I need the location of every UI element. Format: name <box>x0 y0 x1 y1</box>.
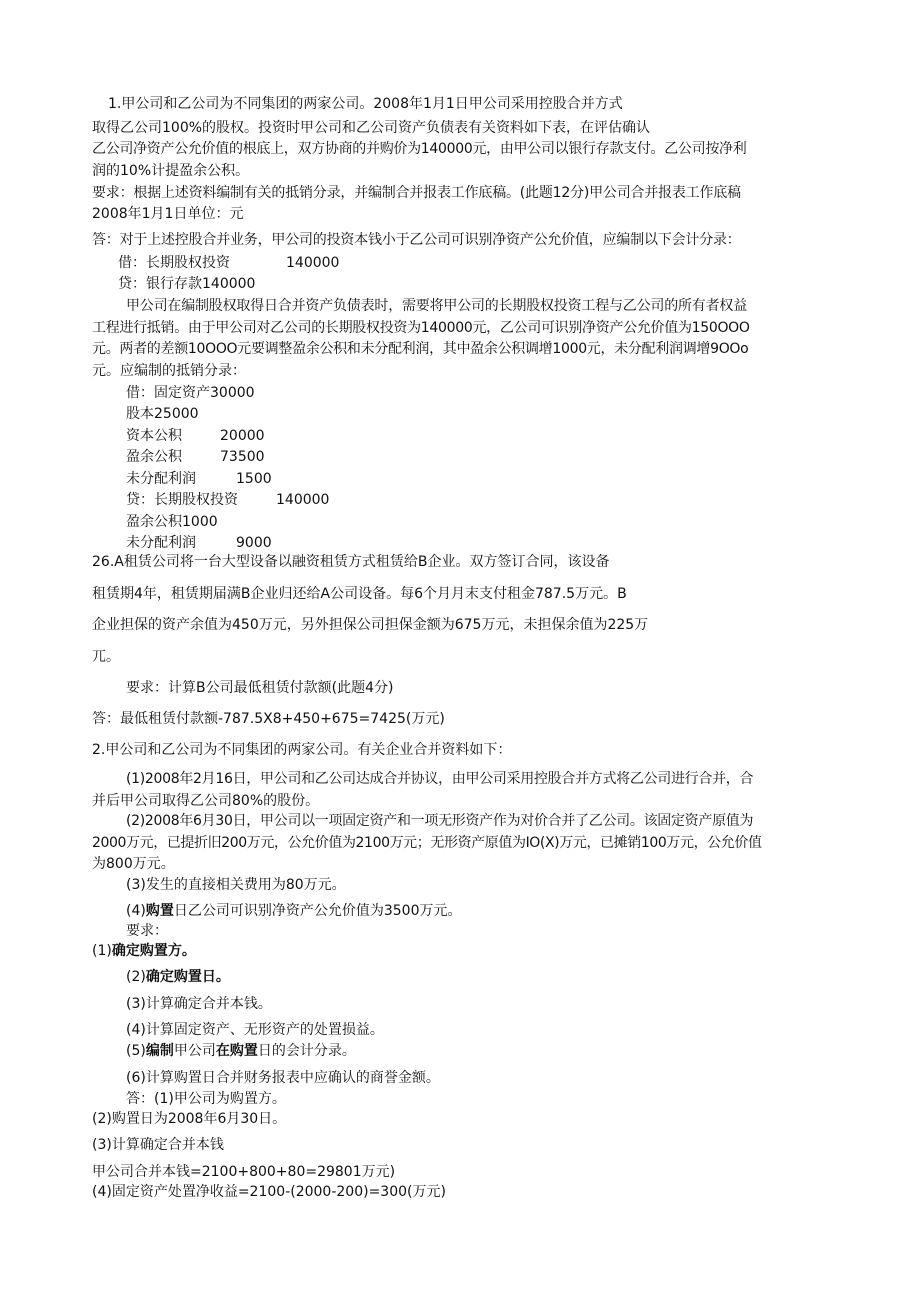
q26-answer: 答：最低租赁付款额-787.5X8+450+675=7425(万元) <box>92 711 445 727</box>
q2-answer-3b: 甲公司合并本钱=2100+800+80=29801万元) <box>92 1164 396 1180</box>
text-run-bold: 确定购置日。 <box>145 969 230 985</box>
q2-req-3: (3)计算确定合并本钱。 <box>126 996 272 1012</box>
q1-elim-7: 盈余公积1000 <box>126 514 218 530</box>
q1-elim-6 <box>126 491 329 509</box>
q1-elim-4 <box>126 448 265 466</box>
q26-line-4: 兀。 <box>92 649 120 665</box>
entry-label: 未分配利润 <box>126 535 196 551</box>
q1-para-line-3: 元。两者的差额10OOO元要调整盈余公积和未分配利润，其中盈余公积调增1000元，未分配利润调增9OOo <box>92 341 749 357</box>
q2-answer-1: 答：(1)甲公司为购置方。 <box>126 1091 286 1107</box>
q1-elim-3 <box>126 427 265 445</box>
q1-elim-1: 借：固定资产30000 <box>126 385 255 401</box>
entry-label: 资本公积 <box>126 428 182 444</box>
q1-para-line-1: 甲公司在编制股权取得日合并资产负债表时，需要将甲公司的长期股权投资工程与乙公司的所有者权益 <box>126 298 747 314</box>
q2-answer-3: (3)计算确定合并本钱 <box>92 1137 224 1153</box>
q2-req-6: (6)计算购置日合并财务报表中应确认的商誉金额。 <box>126 1070 440 1086</box>
text-run: (5) <box>126 1043 146 1059</box>
q2-answer-4: (4)固定资产处置净收益=2100-(2000-200)=300(万元) <box>92 1184 446 1200</box>
entry-label: 借：长期股权投资 <box>118 255 230 271</box>
q2-cond-1b: 并后甲公司取得乙公司80%的股份。 <box>92 793 320 809</box>
q1-elim-5 <box>126 470 272 488</box>
q1-entry-debit <box>118 254 339 272</box>
text-run-bold: 编制 <box>145 1043 174 1059</box>
text-run: 日乙公司可识别净资产公允价值为3500万元。 <box>173 903 462 919</box>
q2-cond-1a: (1)2008年2月16日，甲公司和乙公司达成合并协议，由甲公司采用控股合并方式将乙公司进行合并，合 <box>126 771 754 787</box>
text-run: (4) <box>126 903 146 919</box>
q1-answer-intro: 答：对于上述控股合并业务，甲公司的投资本钱小于乙公司可识别净资产公允价值，应编制以下会计分录： <box>92 232 741 248</box>
q2-req-5 <box>126 1042 356 1060</box>
q26-requirement: 要求：计算B公司最低租赁付款额(此题4分) <box>126 680 394 696</box>
text-run-bold: 在购置 <box>215 1043 258 1059</box>
entry-label: 未分配利润 <box>126 471 196 487</box>
entry-amount: 1500 <box>236 471 272 487</box>
q2-requirement-label: 要求： <box>126 923 168 939</box>
q1-line-4: 润的10%计提盈余公积。 <box>92 163 250 179</box>
text-run: 甲公司 <box>173 1043 216 1059</box>
q2-cond-2c: 为800万元。 <box>92 856 175 872</box>
entry-label: 贷：长期股权投资 <box>126 492 238 508</box>
q2-req-1 <box>92 942 196 960</box>
entry-amount: 140000 <box>286 255 340 271</box>
q26-line-1: 26.A租赁公司将一台大型设备以融资租赁方式租赁给B企业。双方签订合同，该设备 <box>92 554 610 570</box>
q2-cond-2a: (2)2008年6月30日，甲公司以一项固定资产和一项无形资产作为对价合并了乙公司。该固定资产原值为 <box>126 813 754 829</box>
q1-para-line-2: 工程进行抵销。由于甲公司对乙公司的长期股权投资为140000元，乙公司可识别净资产公允价值为150OOO <box>92 320 750 336</box>
q2-cond-3: (3)发生的直接相关费用为80万元。 <box>126 877 346 893</box>
q2-cond-4 <box>126 902 461 920</box>
text-run: (1) <box>92 943 112 959</box>
q2-req-4: (4)计算固定资产、无形资产的处置损益。 <box>126 1022 384 1038</box>
q1-requirement: 要求：根据上述资料编制有关的抵销分录，并编制合并报表工作底稿。(此题12分)甲公司合并报表工作底稿 <box>92 185 741 201</box>
text-run-bold: 购置 <box>145 903 174 919</box>
entry-amount: 20000 <box>220 428 265 444</box>
q2-cond-2b: 2000万元，已提折旧200万元，公允价值为2100万元；无形资产原值为IO(X)万元，已摊销100万元，公允价值 <box>92 835 762 851</box>
q2-answer-2: (2)购置日为2008年6月30日。 <box>92 1111 287 1127</box>
entry-label: 盈余公积 <box>126 449 182 465</box>
entry-amount: 140000 <box>276 492 330 508</box>
text-run-bold: 确定购置方。 <box>111 943 196 959</box>
q26-line-3: 企业担保的资产余值为450万元，另外担保公司担保金额为675万元，未担保余值为225万 <box>92 617 649 633</box>
entry-amount: 9000 <box>236 535 272 551</box>
q1-entry-credit: 贷：银行存款140000 <box>118 276 256 292</box>
q1-worksheet-date: 2008年1月1日单位：元 <box>92 206 244 222</box>
q1-para-line-4: 元。应编制的抵销分录： <box>92 363 246 379</box>
q2-intro: 2.甲公司和乙公司为不同集团的两家公司。有关企业合并资料如下： <box>92 742 512 758</box>
q26-line-2: 租赁期4年，租赁期届满B企业归还给A公司设备。每6个月月末支付租金787.5万元。B <box>92 586 627 602</box>
q1-elim-2: 股本25000 <box>126 406 199 422</box>
q1-line-3: 乙公司净资产公允价值的根底上，双方协商的并购价为140000元，由甲公司以银行存款支付。乙公司按净利 <box>92 141 747 157</box>
text-run: 日的会计分录。 <box>257 1043 356 1059</box>
text-run: (2) <box>126 969 146 985</box>
entry-amount: 73500 <box>220 449 265 465</box>
q1-elim-8 <box>126 534 272 552</box>
q2-req-2 <box>126 968 230 986</box>
q1-line-2: 取得乙公司100%的股权。投资时甲公司和乙公司资产负债表有关资料如下表，在评估确认 <box>92 120 651 136</box>
q1-line-1: 1.甲公司和乙公司为不同集团的两家公司。2008年1月1日甲公司采用控股合并方式 <box>108 96 623 112</box>
